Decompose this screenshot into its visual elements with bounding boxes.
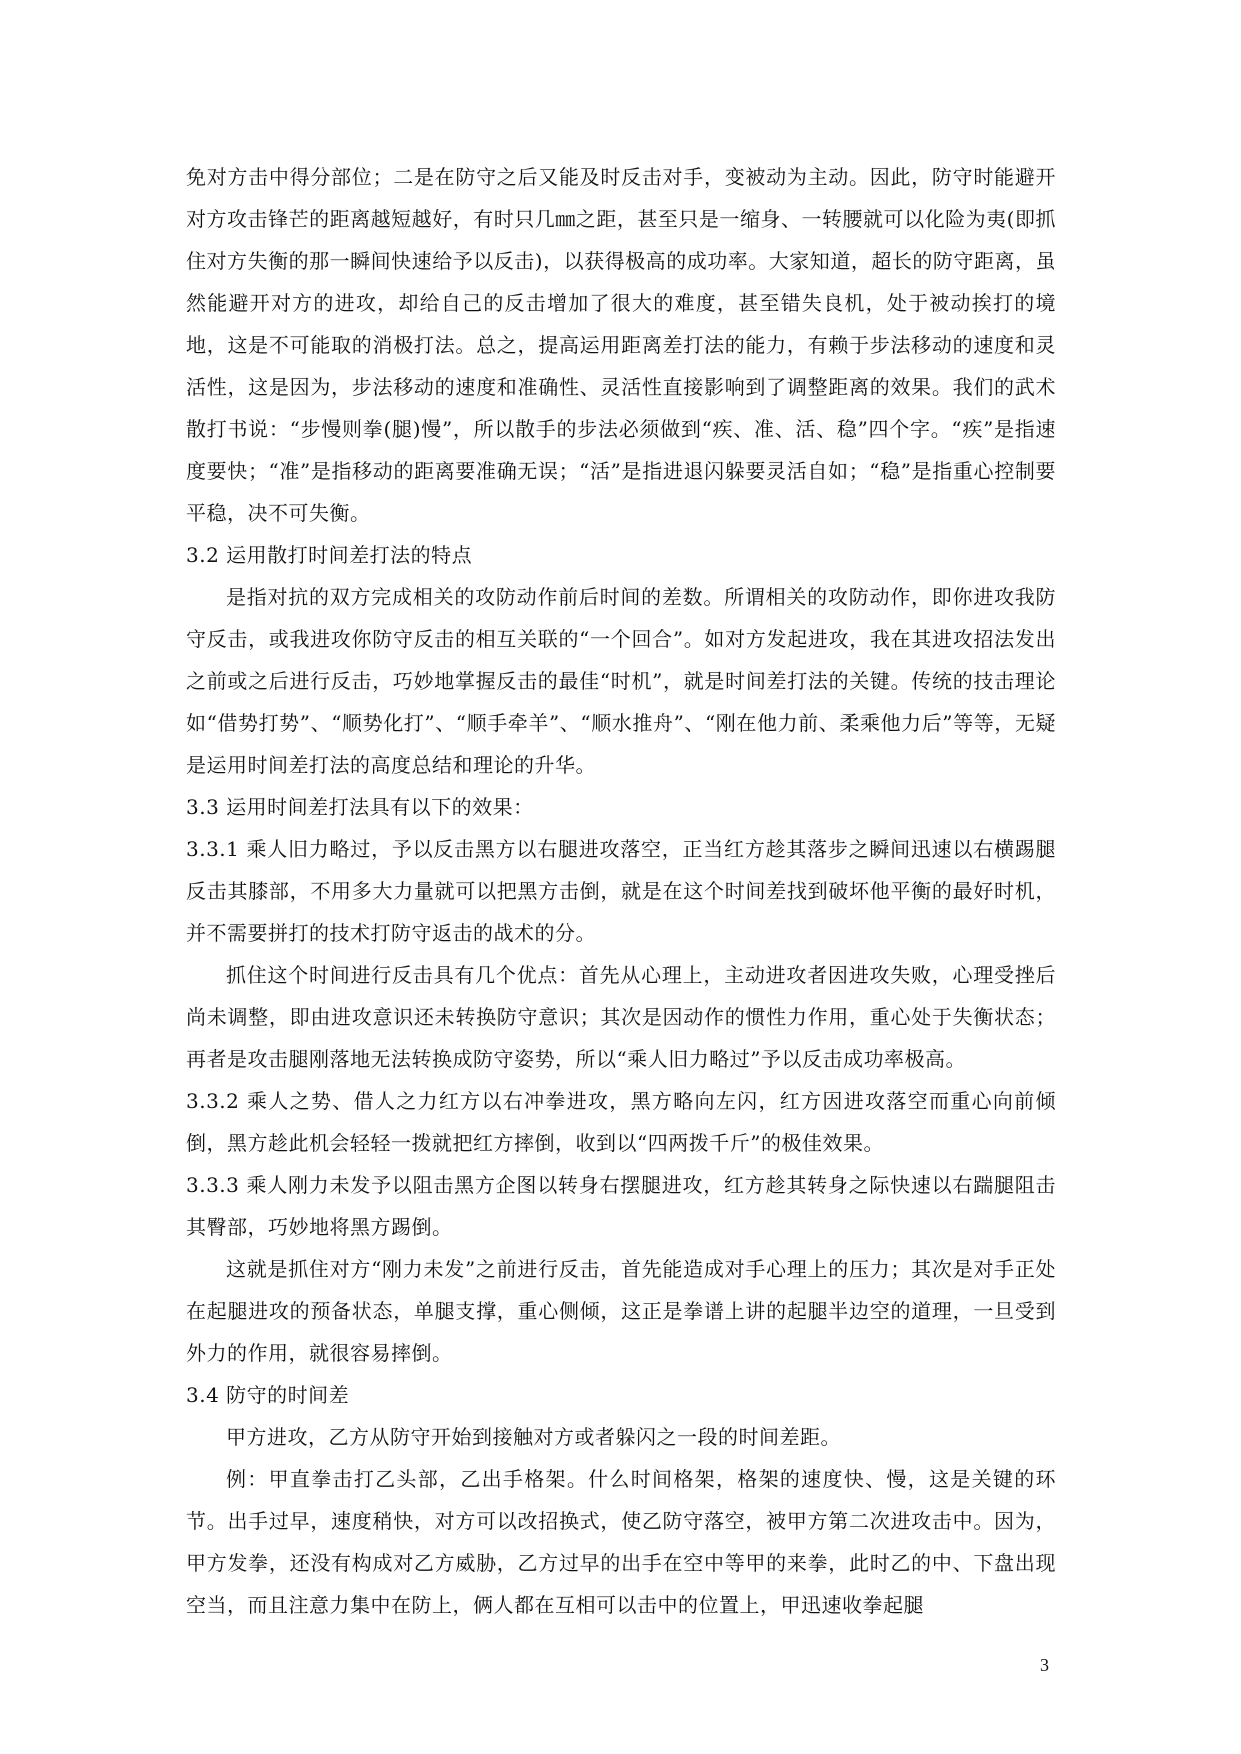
page-number: 3 [1040, 1655, 1049, 1675]
body-paragraph: 这就是抓住对方“刚力未发”之前进行反击，首先能造成对手心理上的压力；其次是对手正处在起腿进攻的预备状态，单腿支撑，重心侧倾，这正是拳谱上讲的起腿半边空的道理，一旦受到外力的作用，就很容易摔倒。 [186, 1257, 1056, 1365]
body-paragraph: 免对方击中得分部位；二是在防守之后又能及时反击对手，变被动为主动。因此，防守时能避开对方攻击锋芒的距离越短越好，有时只几㎜之距，甚至只是一缩身、一转腰就可以化险为夷(即抓住对方失衡的那一瞬间快速给予以反击)，以获得极高的成功率。大家知道，超长的防守距离，虽然能避开对方的进攻，却给自己的反击增加了很大的难度，甚至错失良机，处于被动挨打的境地，这是不可能取的消极打法。总之，提高运用距离差打法的能力，有赖于步法移动的速度和灵活性，这是因为，步法移动的速度和准确性、灵活性直接影响到了调整距离的效果。我们的武术散打书说：“步慢则拳(腿)慢”，所以散手的步法必须做到“疾、准、活、稳”四个字。“疾”是指速度要快；“准”是指移动的距离要准确无误；“活”是指进退闪躲要灵活自如；“稳”是指重心控制要平稳，决不可失衡。 [186, 165, 1056, 525]
section-heading: 3.3 运用时间差打法具有以下的效果： [186, 795, 534, 819]
body-paragraph: 例：甲直拳击打乙头部，乙出手格架。什么时间格架，格架的速度快、慢，这是关键的环节。出手过早，速度稍快，对方可以改招换式，使乙防守落空，被甲方第二次进攻击中。因为，甲方发拳，还没有构成对乙方威胁，乙方过早的出手在空中等甲的来拳，此时乙的中、下盘出现空当，而且注意力集中在防上，俩人都在互相可以击中的位置上，甲迅速收拳起腿 [186, 1467, 1056, 1617]
body-paragraph: 是指对抗的双方完成相关的攻防动作前后时间的差数。所谓相关的攻防动作，即你进攻我防守反击，或我进攻你防守反击的相互关联的“一个回合”。如对方发起进攻，我在其进攻招法发出之前或之后进行反击，巧妙地掌握反击的最佳“时机”，就是时间差打法的关键。传统的技击理论如“借势打势”、“顺势化打”、“顺手牵羊”、“顺水推舟”、“刚在他力前、柔乘他力后”等等，无疑是运用时间差打法的高度总结和理论的升华。 [186, 585, 1056, 777]
body-paragraph: 抓住这个时间进行反击具有几个优点：首先从心理上，主动进攻者因进攻失败，心理受挫后尚未调整，即由进攻意识还未转换防守意识；其次是因动作的惯性力作用，重心处于失衡状态；再者是攻击腿刚落地无法转换成防守姿势，所以“乘人旧力略过”予以反击成功率极高。 [186, 963, 1056, 1071]
body-paragraph: 甲方进攻，乙方从防守开始到接触对方或者躲闪之一段的时间差距。 [226, 1425, 841, 1449]
subsection-paragraph: 3.3.2 乘人之势、借人之力红方以右冲拳进攻，黑方略向左闪，红方因进攻落空而重心向前倾倒，黑方趁此机会轻轻一拨就把红方摔倒，收到以“四两拨千斤”的极佳效果。 [186, 1089, 1056, 1155]
document-body [186, 156, 1056, 1626]
section-heading: 3.2 运用散打时间差打法的特点 [186, 543, 473, 567]
section-heading: 3.4 防守的时间差 [186, 1383, 350, 1407]
subsection-paragraph: 3.3.3 乘人刚力未发予以阻击黑方企图以转身右摆腿进攻，红方趁其转身之际快速以右踹腿阻击其臀部，巧妙地将黑方踢倒。 [186, 1173, 1056, 1239]
subsection-paragraph: 3.3.1 乘人旧力略过，予以反击黑方以右腿进攻落空，正当红方趁其落步之瞬间迅速以右横踢腿反击其膝部，不用多大力量就可以把黑方击倒，就是在这个时间差找到破坏他平衡的最好时机，并不需要拼打的技术打防守返击的战术的分。 [186, 837, 1056, 945]
